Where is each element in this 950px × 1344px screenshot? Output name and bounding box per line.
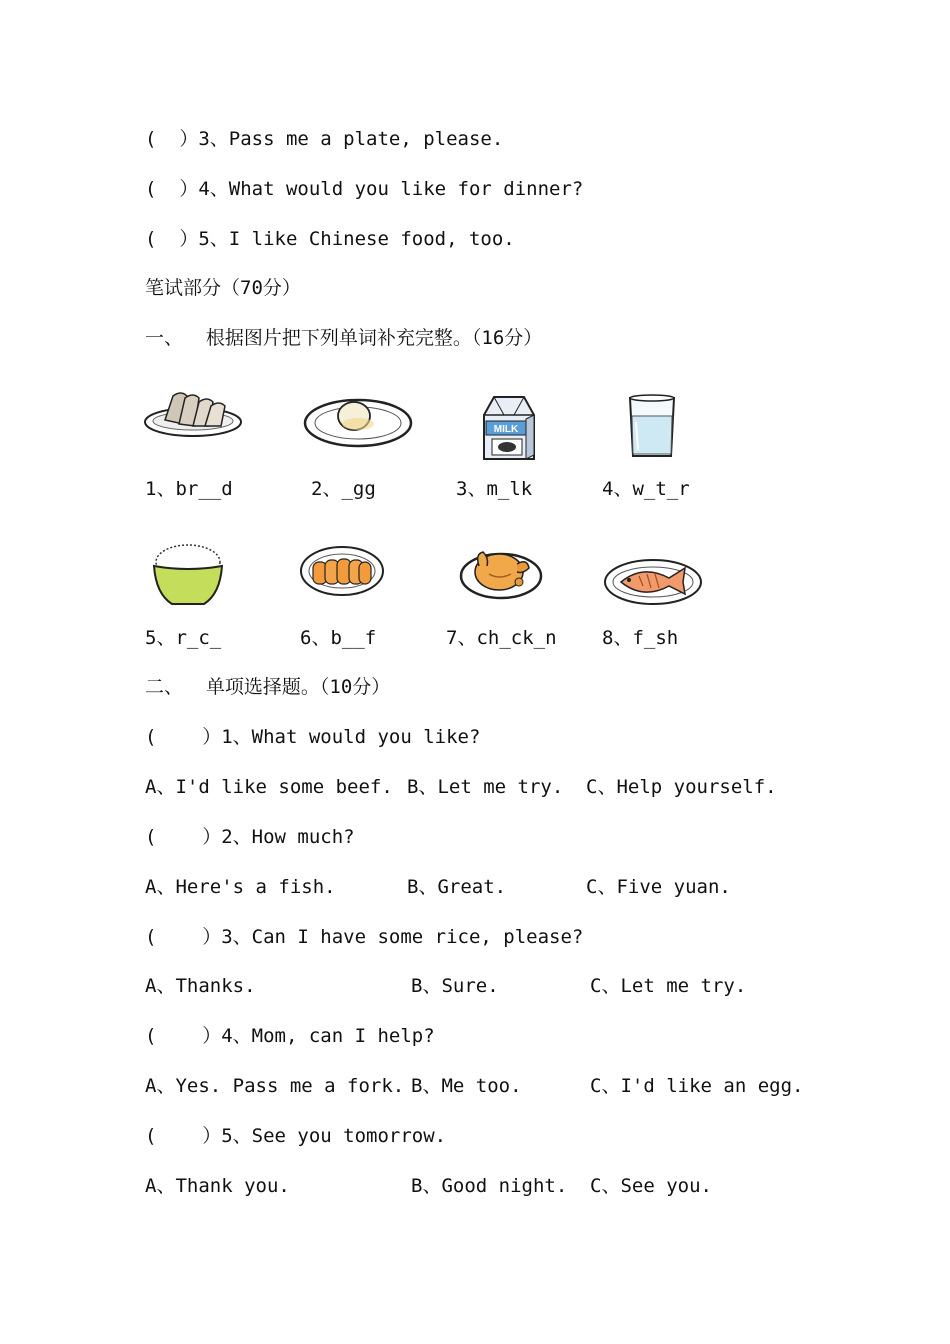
choice-1-option-c: C、Help yourself. <box>586 776 777 798</box>
word-item-2: 2、_gg <box>311 478 376 500</box>
choice-3-option-a: A、Thanks. <box>145 975 256 997</box>
choice-4-option-b: B、Me too. <box>411 1075 522 1097</box>
milk-icon <box>478 393 540 463</box>
egg-icon <box>302 394 414 450</box>
choice-question-3: ( ）3、Can I have some rice, please? <box>145 926 584 948</box>
word-item-1: 1、br__d <box>145 478 233 500</box>
choice-5-option-c: C、See you. <box>590 1175 712 1197</box>
choice-2-option-c: C、Five yuan. <box>586 876 731 898</box>
choice-3-option-c: C、Let me try. <box>590 975 747 997</box>
beef-icon <box>299 544 385 598</box>
choice-2-option-b: B、Great. <box>407 876 507 898</box>
water-icon <box>626 392 678 460</box>
choice-4-option-c: C、I'd like an egg. <box>590 1075 804 1097</box>
listening-question-3: ( ）3、Pass me a plate, please. <box>145 128 504 150</box>
listening-question-5: ( ）5、I like Chinese food, too. <box>145 228 515 250</box>
word-item-5: 5、r_c_ <box>145 627 222 649</box>
word-item-7: 7、ch_ck_n <box>446 627 557 649</box>
listening-question-4: ( ）4、What would you like for dinner? <box>145 178 584 200</box>
choice-question-1: ( ）1、What would you like? <box>145 726 481 748</box>
word-item-6: 6、b__f <box>300 627 377 649</box>
written-section-header: 笔试部分（70分） <box>145 277 301 299</box>
word-item-3: 3、m_lk <box>456 478 533 500</box>
choice-3-option-b: B、Sure. <box>411 975 499 997</box>
choice-5-option-b: B、Good night. <box>411 1175 568 1197</box>
choice-1-option-a: A、I'd like some beef. <box>145 776 393 798</box>
choice-question-4: ( ）4、Mom, can I help? <box>145 1025 435 1047</box>
milk-carton-text: MILK <box>493 424 519 435</box>
bread-icon <box>143 388 243 440</box>
choice-4-option-a: A、Yes. Pass me a fork. <box>145 1075 405 1097</box>
choice-2-option-a: A、Here's a fish. <box>145 876 336 898</box>
choice-5-option-a: A、Thank you. <box>145 1175 290 1197</box>
choice-1-option-b: B、Let me try. <box>407 776 564 798</box>
choice-question-2: ( ）2、How much? <box>145 826 355 848</box>
word-item-4: 4、w_t_r <box>602 478 690 500</box>
section1-title: 一、 根据图片把下列单词补充完整。（16分） <box>145 327 543 349</box>
choice-question-5: ( ）5、See you tomorrow. <box>145 1125 447 1147</box>
chicken-icon <box>459 544 543 602</box>
fish-icon <box>603 554 703 608</box>
word-item-8: 8、f_sh <box>602 627 679 649</box>
section2-title: 二、 单项选择题。（10分） <box>145 676 391 698</box>
rice-icon <box>150 542 226 608</box>
